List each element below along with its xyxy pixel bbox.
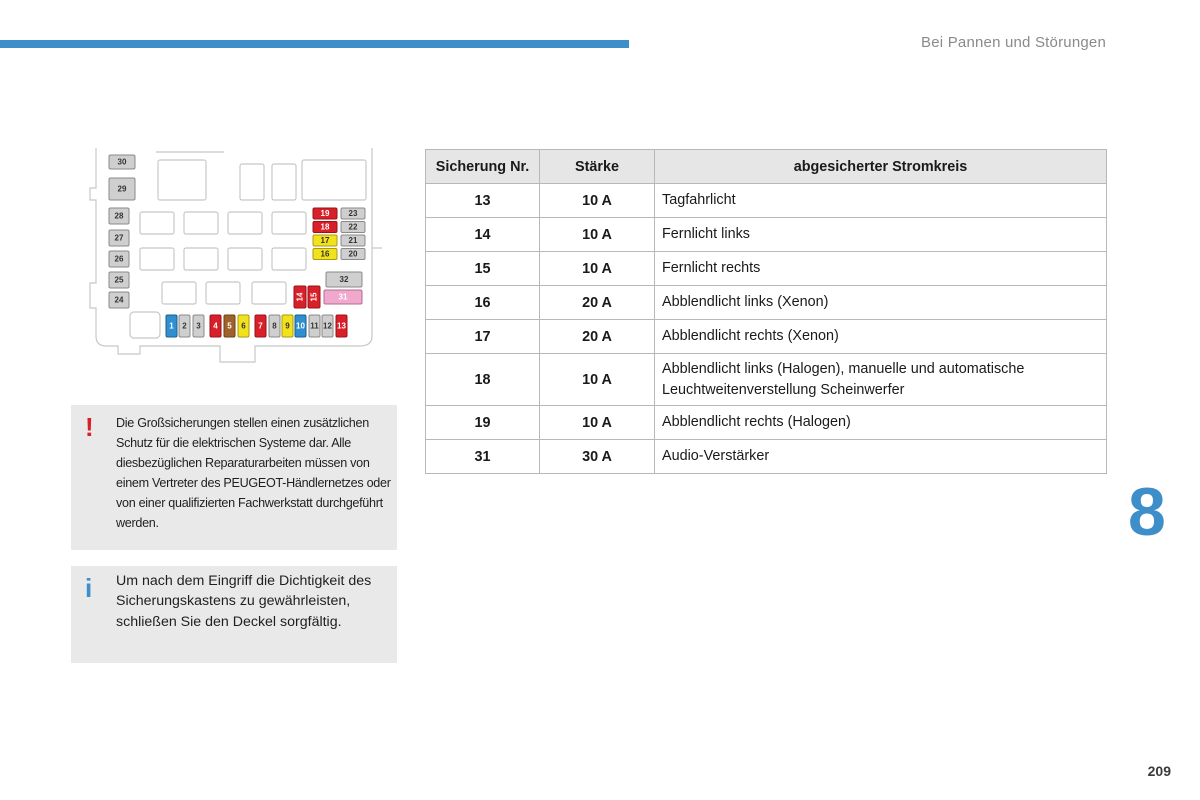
fuse-label: 15 [309,292,319,302]
table-row [426,286,1107,320]
fuse-30 [109,155,135,169]
fuse-18 [313,222,337,233]
header-circuit: abgesicherter Stromkreis [655,150,1107,184]
fuse-label: 20 [348,249,358,259]
page-number: 209 [1147,763,1171,779]
fuse-label: 11 [310,321,319,331]
header-amperage: Stärke [540,150,655,184]
fuse-circuit: Abblendlicht links (Xenon) [655,286,1107,320]
fuse-24 [109,292,129,308]
fuse-label: 8 [272,321,277,331]
fuse-31 [324,290,362,304]
fuse-circuit: Fernlicht rechts [655,252,1107,286]
fuse-number: 15 [426,252,540,286]
fuse-17 [313,235,337,246]
fuse-27 [109,230,129,246]
fuse-amperage: 20 A [540,320,655,354]
fuse-label: 7 [258,321,263,331]
table-row [426,252,1107,286]
fuse-22 [341,222,365,233]
fuse-circuit: Abblendlicht links (Halogen), manuelle und automatische Leuchtweitenverstellung Scheinwerfer [655,354,1107,406]
fuse-label: 31 [338,292,348,302]
fuse-box-svg [80,148,390,368]
fuse-label: 29 [117,184,127,194]
fuse-label: 21 [348,236,358,245]
fuse-number: 13 [426,184,540,218]
table-row [426,406,1107,440]
fuse-amperage: 30 A [540,440,655,474]
fuse-label: 25 [114,275,124,285]
fuse-number: 18 [426,354,540,406]
fuse-amperage: 10 A [540,354,655,406]
fuse-1 [166,315,177,337]
fuse-2 [179,315,190,337]
info-notice-text: Um nach dem Eingriff die Dichtigkeit des Sicherungskastens zu gewährleisten, schließen Sie den Deckel sorgfältig. [116,573,372,630]
fuse-label: 17 [320,236,330,245]
fuse-label: 6 [241,321,246,331]
table-header-row [426,150,1107,184]
fuse-15 [308,286,320,308]
fuse-label: 1 [169,321,174,331]
fuse-label: 28 [114,211,124,221]
fuse-circuit: Fernlicht links [655,218,1107,252]
table-row [426,218,1107,252]
fuse-amperage: 10 A [540,406,655,440]
header-fuse-number: Sicherung Nr. [426,150,540,184]
fuse-amperage: 10 A [540,184,655,218]
fuse-table [425,149,1107,474]
fuse-21 [341,235,365,246]
fuse-12 [322,315,333,337]
table-row [426,184,1107,218]
fuse-26 [109,251,129,267]
fuse-label: 23 [348,209,358,218]
fuse-11 [309,315,320,337]
fuse-circuit: Abblendlicht rechts (Halogen) [655,406,1107,440]
fuse-label: 14 [295,292,305,302]
fuse-label: 4 [213,321,218,331]
fuse-box-diagram [80,148,390,368]
fuse-label: 10 [296,321,305,331]
fuse-23 [341,208,365,219]
exclamation-icon: ! [85,412,94,442]
fuse-label: 27 [114,233,124,243]
fuse-amperage: 10 A [540,252,655,286]
warning-notice [71,405,397,550]
fuse-3 [193,315,204,337]
table-row [426,354,1107,406]
fuse-label: 12 [323,321,332,331]
fuse-label: 3 [196,321,201,331]
fuse-circuit: Tagfahrlicht [655,184,1107,218]
fuse-label: 30 [117,157,127,167]
fuse-29 [109,178,135,200]
fuse-10 [295,315,306,337]
fuse-label: 9 [285,321,290,331]
fuse-label: 32 [339,275,349,284]
fuse-5 [224,315,235,337]
fuse-label: 16 [320,249,330,259]
fuse-label: 13 [337,321,346,331]
info-notice [71,566,397,663]
fuse-19 [313,208,337,219]
fuse-circuit: Audio-Verstärker [655,440,1107,474]
fuse-label: 24 [114,295,124,305]
chapter-number: 8 [1128,474,1166,550]
fuse-circuit: Abblendlicht rechts (Xenon) [655,320,1107,354]
table-row [426,320,1107,354]
fuse-6 [238,315,249,337]
warning-notice-text: Die Großsicherungen stellen einen zusätzlichen Schutz für die elektrischen Systeme dar. Alle diesbezüglichen Reparaturarbeiten müssen von einem Vertreter des PEUGEOT-Händlernetzes oder von einer qualifizierten Fachwerkstatt durchgeführt werden. [116,416,391,530]
info-icon: i [85,573,93,603]
fuse-number: 14 [426,218,540,252]
fuse-28 [109,208,129,224]
fuse-20 [341,249,365,260]
header-accent-bar [0,40,629,48]
fuse-16 [313,249,337,260]
section-title: Bei Pannen und Störungen [921,34,1106,51]
fuse-amperage: 10 A [540,218,655,252]
fuse-number: 19 [426,406,540,440]
fuse-9 [282,315,293,337]
fuse-7 [255,315,266,337]
fuse-amperage: 20 A [540,286,655,320]
fuse-label: 26 [114,254,124,264]
fuse-8 [269,315,280,337]
fuse-label: 5 [227,321,232,331]
table-row [426,440,1107,474]
fuse-32 [326,272,362,287]
fuse-25 [109,272,129,288]
fuse-label: 22 [348,222,358,232]
fuse-14 [294,286,306,308]
fuse-number: 16 [426,286,540,320]
fuse-number: 17 [426,320,540,354]
fuse-4 [210,315,221,337]
fuse-number: 31 [426,440,540,474]
fuse-label: 18 [320,222,330,232]
fuse-label: 2 [182,321,187,331]
fuse-label: 19 [320,209,330,218]
fuse-13 [336,315,347,337]
